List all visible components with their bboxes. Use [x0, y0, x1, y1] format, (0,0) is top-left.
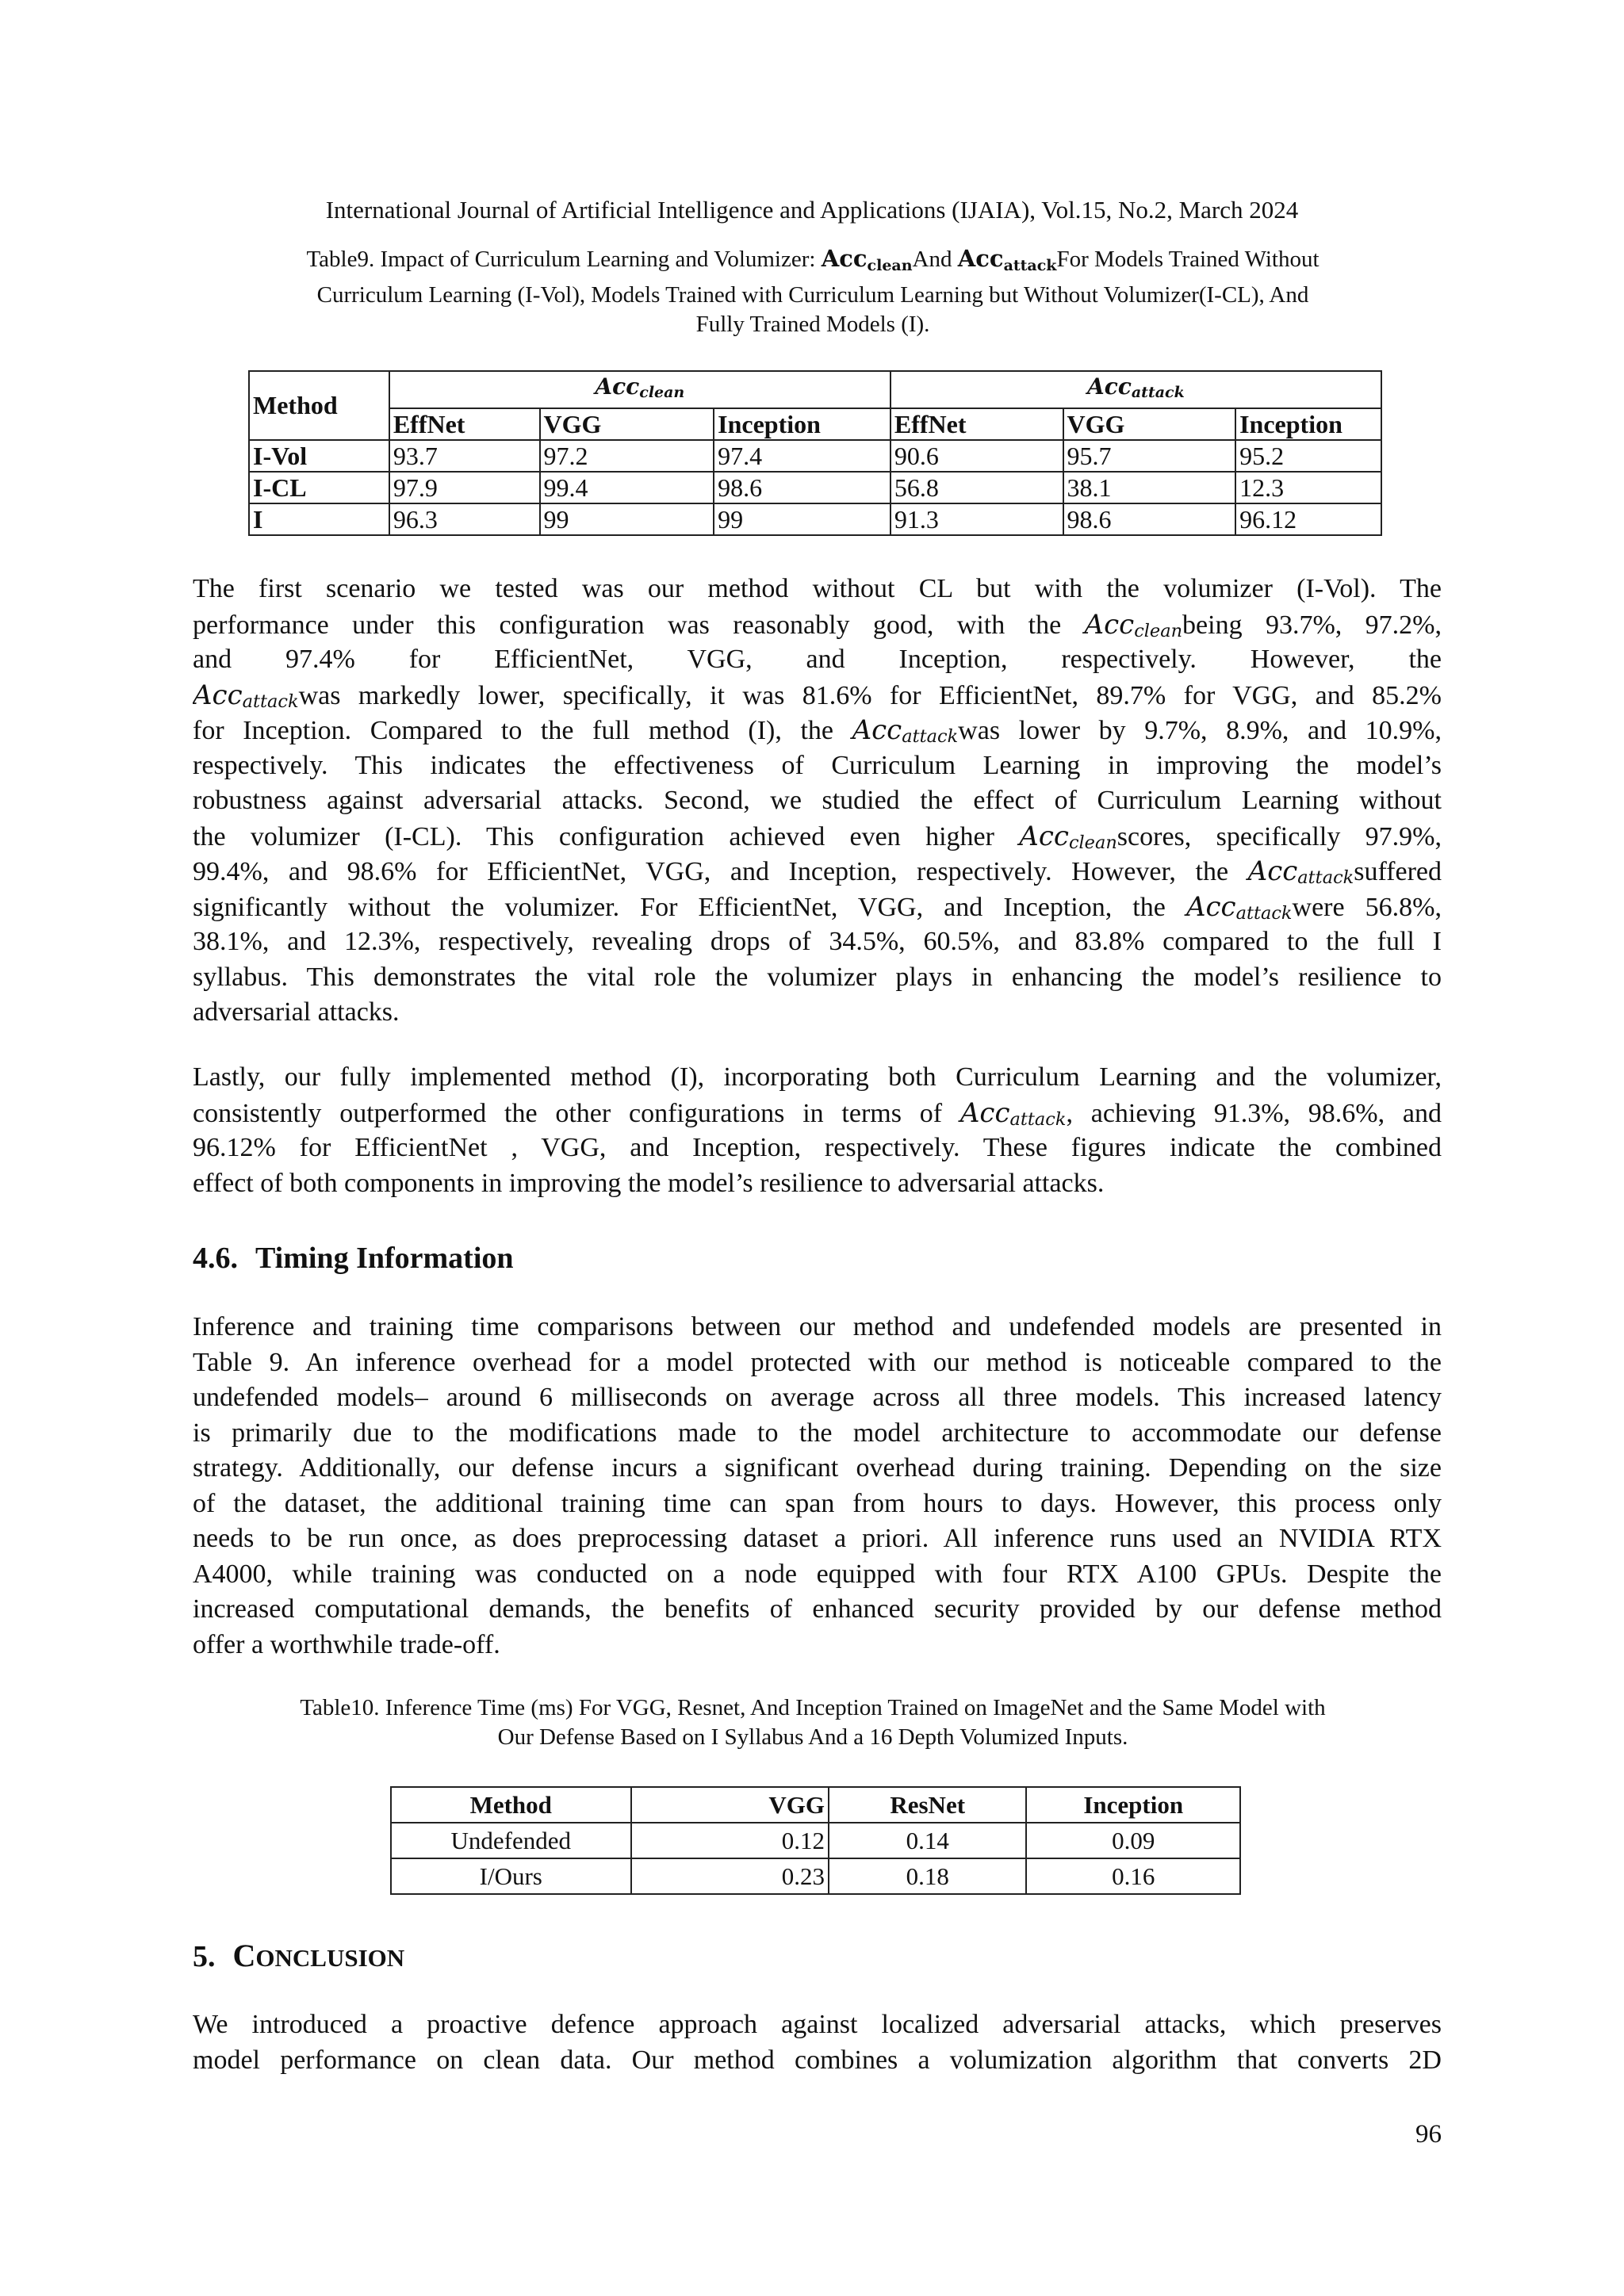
- table9-caption: [182, 244, 1443, 339]
- acc-attack-symbol: Acc$_{attack}$: [1247, 855, 1354, 888]
- text-line: strategy. Additionally, our defense incurs a significant overhead during training. Depending on the size: [193, 1453, 1442, 1483]
- table9-group-attack: Acc$_{attack}$: [891, 371, 1381, 408]
- text-line: 96.12% for EfficientNet , VGG, and Inception, respectively. These figures indicate the combined: [193, 1133, 1442, 1162]
- table9-cell: 95.7: [1063, 440, 1236, 472]
- text-line: We introduced a proactive defence approach against localized adversarial attacks, which preserves: [193, 2010, 1442, 2039]
- table9-col-header: EffNet: [389, 408, 540, 440]
- text-line: undefended models– around 6 milliseconds on average across all three models. This increased latency: [193, 1383, 1442, 1412]
- text-line: consistently outperformed the other configurations in terms of Acc$_{attack}$, achieving 91.3%, 98.6%, and: [193, 1096, 1442, 1130]
- acc-attack-symbol: Acc$_{attack}$: [1185, 890, 1293, 924]
- table9-cell: 12.3: [1235, 472, 1381, 503]
- acc-clean-symbol: Acc$_{clean}$: [821, 245, 913, 274]
- text-line: Inference and training time comparisons between our method and undefended models are presented in: [193, 1312, 1442, 1341]
- table9-cell: 95.2: [1235, 440, 1381, 472]
- text-line: Table 9. An inference overhead for a model protected with our method is noticeable compared to the: [193, 1347, 1442, 1377]
- table9-cell: 97.2: [540, 440, 714, 472]
- table10-cell: 0.16: [1026, 1858, 1240, 1894]
- table10-row-method: I/Ours: [391, 1858, 631, 1894]
- text-line: increased computational demands, the benefits of enhanced security provided by our defense method: [193, 1594, 1442, 1624]
- table9-cell: 99: [540, 503, 714, 535]
- table10-cell: 0.09: [1026, 1823, 1240, 1858]
- table10: [390, 1786, 1241, 1895]
- text-line: Acc$_{attack}$was markedly lower, specifically, it was 81.6% for EfficientNet, 89.7% for VGG, and 85.2%: [193, 679, 1442, 712]
- table9-row-method: I-CL: [249, 472, 389, 503]
- text-line: respectively. This indicates the effectiveness of Curriculum Learning in improving the model’s: [193, 750, 1442, 780]
- table9-row: [249, 440, 1381, 472]
- section-heading-conclusion: [193, 1936, 404, 1978]
- page-number: 96: [1415, 2120, 1442, 2149]
- section-number: 4.6.: [193, 1242, 238, 1275]
- table9-col-header: Inception: [714, 408, 891, 440]
- table10-row: [391, 1858, 1240, 1894]
- table9-row-method: I-Vol: [249, 440, 389, 472]
- paragraph-full-method: [193, 1060, 1442, 1201]
- table9-row-method: I: [249, 503, 389, 535]
- table9-caption-line1: Table9. Impact of Curriculum Learning and Volumizer: Acc$_{clean}$And Acc$_{attack}$For Models Trained Without: [306, 245, 1320, 274]
- table9-row: [249, 503, 1381, 535]
- table10-caption-line2: Our Defense Based on I Syllabus And a 16 Depth Volumized Inputs.: [497, 1724, 1128, 1750]
- table10-header: ResNet: [829, 1787, 1027, 1823]
- table9-col-header: EffNet: [891, 408, 1063, 440]
- table9-caption-line2: Curriculum Learning (I-Vol), Models Trained with Curriculum Learning but Without Volumizer(I-CL), And: [316, 282, 1309, 308]
- text-line: needs to be run once, as does preprocessing dataset a priori. All inference runs used an NVIDIA RTX: [193, 1524, 1442, 1553]
- acc-attack-symbol: Acc$_{attack}$: [957, 245, 1057, 274]
- section-heading-timing: [193, 1238, 514, 1278]
- table10-cell: 0.18: [829, 1858, 1027, 1894]
- table9-cell: 97.9: [389, 472, 540, 503]
- table9-label: Table9.: [306, 247, 375, 272]
- table10-header: Method: [391, 1787, 631, 1823]
- text-line: 38.1%, and 12.3%, respectively, revealing drops of 34.5%, 60.5%, and 83.8% compared to the full I: [193, 927, 1442, 956]
- table9-cell: 38.1: [1063, 472, 1236, 503]
- running-header: International Journal of Artificial Intelligence and Applications (IJAIA), Vol.15, No.2, March 2024: [325, 196, 1299, 224]
- table9-cell: 93.7: [389, 440, 540, 472]
- text-line: syllabus. This demonstrates the vital role the volumizer plays in enhancing the model’s resilience to: [193, 962, 1442, 992]
- text-line: robustness against adversarial attacks. Second, we studied the effect of Curriculum Learning without: [193, 786, 1442, 815]
- table10-cell: 0.12: [631, 1823, 829, 1858]
- table9-cell: 99.4: [540, 472, 714, 503]
- paragraph-ablation-results: [193, 572, 1442, 1031]
- text-line: The first scenario we tested was our method without CL but with the volumizer (I-Vol). The: [193, 574, 1442, 603]
- text-line: model performance on clean data. Our method combines a volumization algorithm that converts 2D: [193, 2045, 1442, 2075]
- text-line: 99.4%, and 98.6% for EfficientNet, VGG, and Inception, respectively. However, the Acc$_{attack}$suffered: [193, 855, 1442, 888]
- text-line: of the dataset, the additional training time can span from hours to days. However, this process only: [193, 1488, 1442, 1518]
- text-line: significantly without the volumizer. For EfficientNet, VGG, and Inception, the Acc$_{attack}$were 56.8%,: [193, 890, 1442, 924]
- text-line: adversarial attacks.: [193, 997, 400, 1027]
- text-line: Lastly, our fully implemented method (I), incorporating both Curriculum Learning and the volumizer,: [193, 1062, 1442, 1092]
- table9-col-header: VGG: [540, 408, 714, 440]
- section-title-rest: ONCLUSION: [255, 1944, 405, 1972]
- text-line: and 97.4% for EfficientNet, VGG, and Inception, respectively. However, the: [193, 645, 1442, 674]
- text-line: offer a worthwhile trade-off.: [193, 1629, 500, 1659]
- table9-col-header: Inception: [1235, 408, 1381, 440]
- text-line: is primarily due to the modifications made to the model architecture to accommodate our defense: [193, 1418, 1442, 1448]
- text-line: for Inception. Compared to the full method (I), the Acc$_{attack}$was lower by 9.7%, 8.9%, and 10.9%,: [193, 714, 1442, 747]
- table10-row-method: Undefended: [391, 1823, 631, 1858]
- table10-header-row: [391, 1787, 1240, 1823]
- table9-cell: 96.3: [389, 503, 540, 535]
- table9-cell: 98.6: [1063, 503, 1236, 535]
- table9-cell: 97.4: [714, 440, 891, 472]
- table9-row: [249, 472, 1381, 503]
- text-line: A4000, while training was conducted on a node equipped with four RTX A100 GPUs. Despite the: [193, 1559, 1442, 1589]
- section-title: Timing Information: [255, 1242, 514, 1275]
- table9-cell: 90.6: [891, 440, 1063, 472]
- table10-header: VGG: [631, 1787, 829, 1823]
- table9-cell: 96.12: [1235, 503, 1381, 535]
- section-number: 5.: [193, 1940, 216, 1973]
- table9: [248, 370, 1382, 536]
- table9-cell: 91.3: [891, 503, 1063, 535]
- section-title-initial: C: [232, 1938, 256, 1973]
- paragraph-conclusion: [193, 2007, 1442, 2078]
- text-line: performance under this configuration was reasonably good, with the Acc$_{clean}$being 93.7%, 97.2%,: [193, 608, 1442, 641]
- table10-cell: 0.14: [829, 1823, 1027, 1858]
- table9-group-header-row: [249, 371, 1381, 408]
- table10-caption: [182, 1693, 1443, 1752]
- acc-clean-symbol: Acc$_{clean}$: [1019, 820, 1117, 853]
- table10-row: [391, 1823, 1240, 1858]
- table10-cell: 0.23: [631, 1858, 829, 1894]
- table9-caption-line3: Fully Trained Models (I).: [695, 312, 930, 337]
- table9-cell: 99: [714, 503, 891, 535]
- table9-cell: 56.8: [891, 472, 1063, 503]
- table9-col-header: VGG: [1063, 408, 1236, 440]
- table9-column-header-row: [249, 408, 1381, 440]
- table9-group-clean: Acc$_{clean}$: [389, 371, 891, 408]
- acc-attack-symbol: Acc$_{attack}$: [852, 714, 959, 747]
- table10-header: Inception: [1026, 1787, 1240, 1823]
- table9-method-header: Method: [249, 371, 389, 440]
- acc-attack-symbol: Acc$_{attack}$: [959, 1096, 1067, 1130]
- acc-clean-symbol: Acc$_{clean}$: [1084, 608, 1183, 641]
- text-line: the volumizer (I-CL). This configuration achieved even higher Acc$_{clean}$scores, specifically 97.9%,: [193, 820, 1442, 853]
- table9-cell: 98.6: [714, 472, 891, 503]
- acc-attack-symbol: Acc$_{attack}$: [193, 679, 299, 712]
- text-line: effect of both components in improving the model’s resilience to adversarial attacks.: [193, 1168, 1105, 1198]
- table10-caption-line1: Table10. Inference Time (ms) For VGG, Resnet, And Inception Trained on ImageNet and the Same Model with: [300, 1695, 1326, 1720]
- paragraph-timing: [193, 1310, 1442, 1663]
